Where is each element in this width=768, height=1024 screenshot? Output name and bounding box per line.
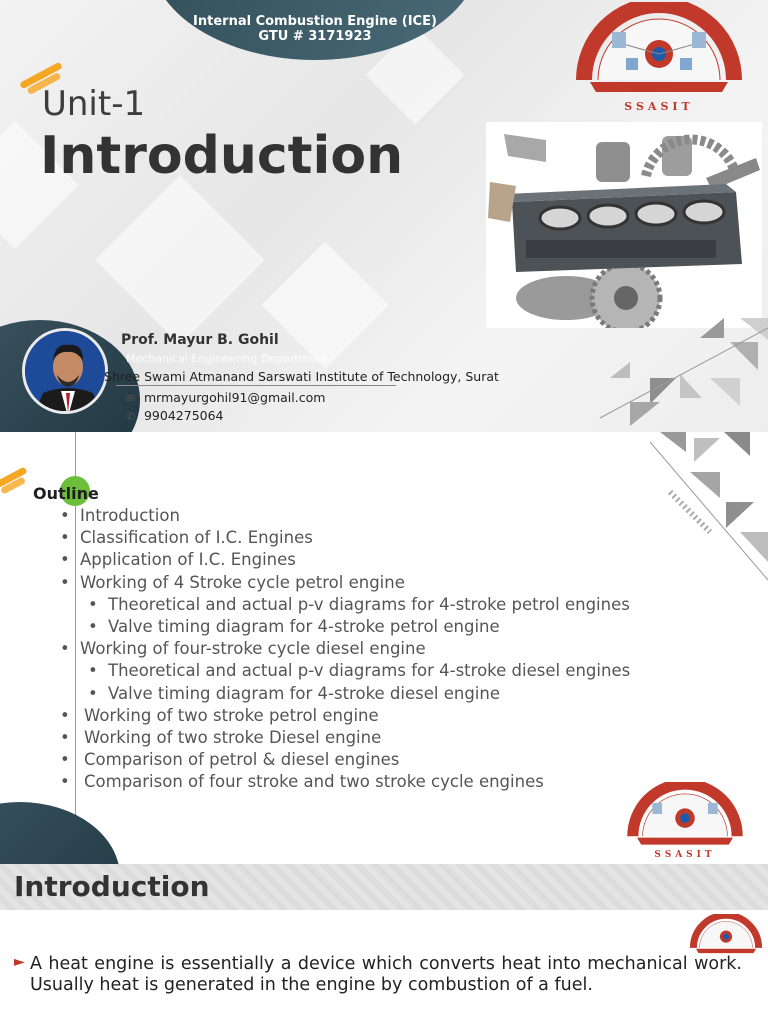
engine-parts-image [486, 122, 762, 328]
outline-slide [0, 432, 768, 864]
outline-item: • Working of two stroke petrol engine [60, 705, 630, 727]
logo-name: SSASIT [654, 850, 716, 860]
corner-decoration [0, 802, 120, 864]
presenter-name: Prof. Mayur B. Gohil [121, 332, 279, 348]
logo-emblem-icon [624, 782, 746, 846]
triangle-pattern-decoration [650, 432, 768, 582]
logo-name: SSASIT [624, 100, 694, 113]
outline-item: • Classification of I.C. Engines [60, 527, 630, 549]
background-diamond [261, 241, 388, 368]
outline-subitem: • Valve timing diagram for 4-stroke diesel engine [60, 683, 630, 705]
outline-item: • Application of I.C. Engines [60, 549, 630, 571]
divider [116, 385, 396, 386]
slide-title: Introduction [40, 126, 404, 186]
presenter-email [126, 390, 325, 405]
background-diamond [95, 175, 265, 345]
logo-emblem-icon [684, 914, 768, 954]
course-name: Internal Combustion Engine (ICE) [193, 14, 437, 29]
ssasit-logo [576, 2, 742, 114]
presenter-institute: Shree Swami Atmanand Sarswati Institute of Technology, Surat [104, 369, 499, 384]
presenter-avatar [22, 328, 108, 414]
phone-icon: ✆ [126, 410, 136, 423]
introduction-slide [0, 864, 768, 1024]
arrow-bullet-icon: ► [14, 954, 25, 970]
mail-icon: ✉ [126, 392, 136, 405]
outline-item: • Working of four-stroke cycle diesel engine [60, 638, 630, 660]
outline-item: • Working of 4 Stroke cycle petrol engine [60, 572, 630, 594]
course-code: GTU # 3171923 [258, 29, 372, 44]
unit-label: Unit-1 [42, 84, 146, 124]
presenter-phone [126, 408, 224, 423]
outline-title: Outline [33, 484, 99, 503]
intro-paragraph: A heat engine is essentially a device which converts heat into mechanical work. Usually heat is generated in the engine by combustion of a fuel. [30, 954, 742, 995]
outline-subitem: • Theoretical and actual p-v diagrams for 4-stroke petrol engines [60, 594, 630, 616]
outline-item: • Comparison of petrol & diesel engines [60, 749, 630, 771]
ssasit-logo [624, 782, 746, 858]
course-banner [150, 14, 480, 44]
outline-list [60, 505, 630, 794]
outline-item: • Comparison of four stroke and two stroke cycle engines [60, 771, 630, 793]
triangle-pattern-decoration [590, 318, 768, 432]
presenter-department: Mechanical Engineering Department [126, 352, 328, 365]
outline-subitem: • Valve timing diagram for 4-stroke petrol engine [60, 616, 630, 638]
outline-subitem: • Theoretical and actual p-v diagrams for 4-stroke diesel engines [60, 660, 630, 682]
outline-item: • Introduction [60, 505, 630, 527]
phone-text: 9904275064 [143, 408, 224, 423]
logo-emblem-icon [576, 2, 742, 94]
slide-heading: Introduction [14, 870, 210, 903]
title-slide [0, 0, 768, 432]
ssasit-logo [684, 914, 768, 954]
outline-item: • Working of two stroke Diesel engine [60, 727, 630, 749]
email-text: mrmayurgohil91@gmail.com [143, 390, 326, 405]
